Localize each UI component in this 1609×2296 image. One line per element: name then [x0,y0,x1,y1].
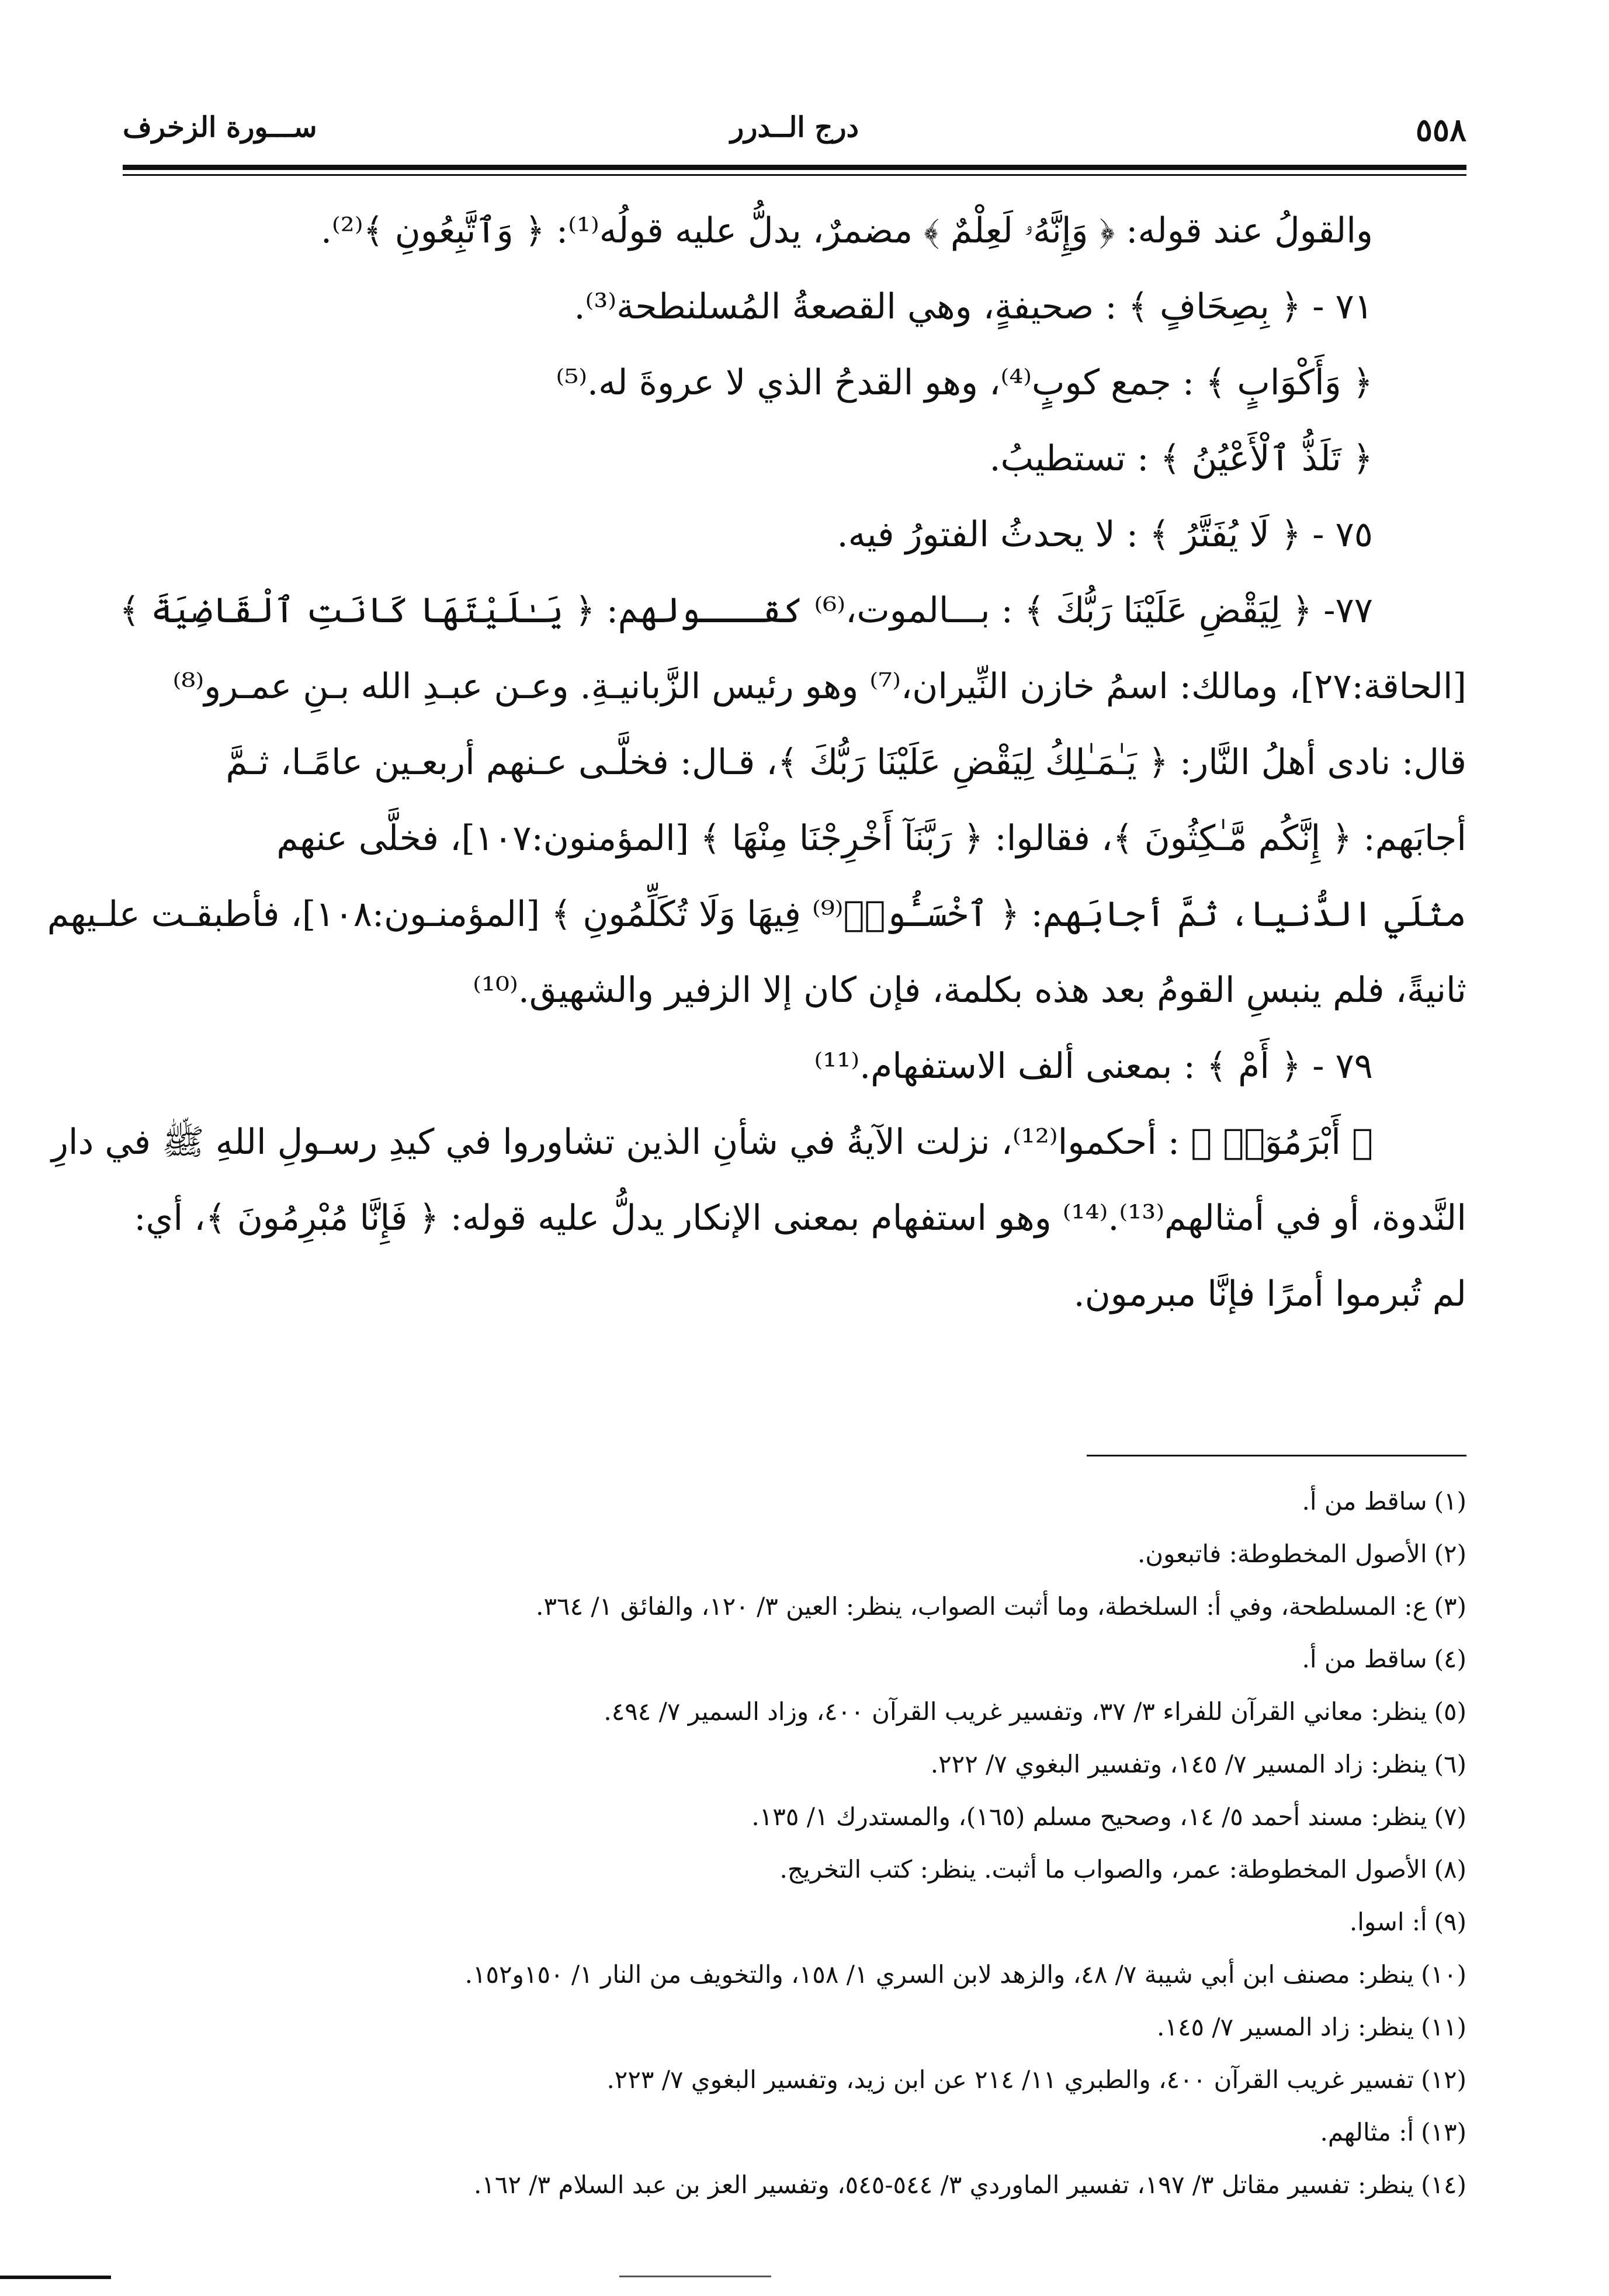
footnote [175,1791,1466,1843]
footnote-text: ينظر: زاد المسير ٧/ ١٤٥، وتفسير البغوي ٧/ ٢٢٢. [930,1750,1427,1778]
text-line: ٧٥ - ﴿ لَا يُفَتَّرُ ﴾ : لا يحدثُ الفتورُ فيه. [837,514,1373,555]
footnote [175,2159,1466,2211]
footnote [175,1580,1466,1633]
text-line: ﴿ وَأَكْوَابٍ ﴾ : جمع كوبٍ⁽⁴⁾، وهو القدحُ الذي لا عروةَ له.⁽⁵⁾ [556,362,1373,403]
header-rule-thick [123,165,1466,170]
footnote [175,1948,1466,2001]
footnote-number: (٣) [1434,1592,1466,1621]
text-line: ٧٧- ﴿ لِيَقْضِ عَلَيْنَا رَبُّكَ ﴾ : بـــالموت،⁽⁶⁾ كقـــولهم: ﴿ يَـٰلَيْتَهَا كَانَتِ ٱلْقَاضِيَةَ ﴾ [119,590,1373,631]
footnote-text: الأصول المخطوطة: عمر، والصواب ما أثبت. ينظر: كتب التخريج. [779,1855,1427,1884]
footnote-text: ينظر: زاد المسير ٧/ ١٤٥. [1157,2013,1414,2041]
footnote-text: ينظر: معاني القرآن للفراء ٣/ ٣٧، وتفسير غريب القرآن ٤٠٠، وزاد السمير ٧/ ٤٩٤. [604,1697,1427,1726]
text-line: أجابَهم: ﴿ إِنَّكُم مَّـٰكِثُونَ ﴾، فقالوا: ﴿ رَبَّنَآ أَخْرِجْنَا مِنْهَا ﴾ [المؤمنون:١٠٧]، فخلَّى عنهم [276,818,1466,859]
footnote-text: ينظر: مصنف ابن أبي شيبة ٧/ ٤٨، والزهد لابن السري ١/ ١٥٨، والتخويف من النار ١/ ١٥٠و١٥٢. [464,1960,1414,1989]
footnote-text: الأصول المخطوطة: فاتبعون. [1137,1539,1427,1568]
text-line: ٧٩ - ﴿ أَمْ ﴾ : بمعنى ألف الاستفهام.⁽¹¹⁾ [814,1046,1373,1087]
footnote [175,1738,1466,1791]
footnote-number: (١٤) [1421,2170,1466,2199]
text-line: والقولُ عند قوله: ﴿ وَإِنَّهُۥ لَعِلْمٌ ﴾ مضمرٌ، يدلُّ عليه قولُه⁽¹⁾: ﴿ وَٱتَّبِعُونِ ﴾⁽²⁾. [320,210,1373,251]
text-line: ٧١ - ﴿ بِصِحَافٍ ﴾ : صحيفةٍ، وهي القصعةُ المُسلنطحة⁽³⁾. [574,286,1373,327]
footnote [175,1633,1466,1685]
footnote-number: (١١) [1421,2013,1466,2041]
footnote-number: (١٢) [1421,2065,1466,2094]
footnote-number: (١٠) [1421,1960,1466,1989]
footnote-text: ينظر: مسند أحمد ٥/ ١٤، وصحيح مسلم (١٦٥)، والمستدرك ١/ ١٣٥. [751,1802,1427,1831]
running-header [123,105,1466,158]
header-rule-thin [123,174,1466,176]
text-line: لم تُبرموا أمرًا فإنَّا مبرمون. [1073,1274,1466,1315]
text-line: ثانيةً، فلم ينبسِ القومُ بعد هذه بكلمة، فإن كان إلا الزفير والشهيق.⁽¹⁰⁾ [473,970,1466,1011]
footnote [175,1843,1466,1896]
footnote-number: (٩) [1434,1907,1466,1936]
footnote [175,1685,1466,1738]
footnote [175,1528,1466,1580]
footnote-text: أ: اسوا. [1349,1907,1427,1936]
footnote-text: ينظر: تفسير مقاتل ٣/ ١٩٧، تفسير الماوردي ٣/ ٥٤٤-٥٤٥، وتفسير العز بن عبد السلام ٣/ ١٦٢. [473,2170,1414,2199]
footnote-number: (٥) [1434,1697,1466,1726]
footnote-separator [1087,1455,1466,1456]
footnote [175,2001,1466,2054]
footnotes [175,1475,1466,2211]
footnote-text: ساقط من أ. [1302,1487,1427,1515]
text-line: النَّدوة، أو في أمثالهم⁽¹³⁾.⁽¹⁴⁾ وهو استفهام بمعنى الإنكار يدلُّ عليه قوله: ﴿ فَإِنَّا مُبْرِمُونَ ﴾، أي: [134,1198,1466,1239]
book-title: درج الــدرر [730,111,859,144]
footnote [175,2106,1466,2159]
text-line: ﴿ أَبْرَمُوٓا۟ ﴾ : أحكموا⁽¹²⁾، نزلت الآيةُ في شأنِ الذين تشاوروا في كيدِ رسـولِ اللهِ ﷺ في دارِ [51,1122,1373,1163]
footnote-number: (٢) [1434,1539,1466,1568]
surah-name: ســـورة الزخرف [123,111,317,144]
footnote-text: أ: مثالهم. [1320,2118,1414,2146]
footnote-text: تفسير غريب القرآن ٤٠٠، والطبري ١١/ ٢١٤ عن ابن زيد، وتفسير البغوي ٧/ ٢٢٣. [606,2065,1414,2094]
footnote [175,1475,1466,1528]
footnote-text: ساقط من أ. [1302,1645,1427,1673]
scan-edge-mark [619,2276,771,2277]
footnote-number: (٨) [1434,1855,1466,1884]
footnote-text: ع: المسلطحة، وفي أ: السلخطة، وما أثبت الصواب، ينظر: العين ٣/ ١٢٠، والفائق ١/ ٣٦٤. [536,1592,1427,1621]
text-line: قال: نادى أهلُ النَّار: ﴿ يَـٰمَـٰلِكُ لِيَقْضِ عَلَيْنَا رَبُّكَ ﴾، قـال: فخلَّـى عـنهم أربعـين عامًـا، ثـمَّ [226,742,1466,783]
main-text [47,193,1466,1332]
text-line: ﴿ تَلَذُّ ٱلْأَعْيُنُ ﴾ : تستطيبُ. [989,438,1373,479]
footnote [175,2054,1466,2106]
page-number: ٥٥٨ [1415,111,1466,148]
footnote-number: (١) [1434,1487,1466,1515]
footnote-number: (١٣) [1421,2118,1466,2146]
text-line: مثلَي الدُّنيا، ثمَّ أجابَهم: ﴿ ٱخْسَـُٔوا۟⁽⁹⁾ فِيهَا وَلَا تُكَلِّمُونِ ﴾ [المؤمنـون:١٠٨]، فأطبقـت علـيهم [47,894,1466,935]
footnote-number: (٦) [1434,1750,1466,1778]
scan-edge-mark [0,2276,111,2279]
footnote-number: (٤) [1434,1645,1466,1673]
footnote-number: (٧) [1434,1802,1466,1831]
footnote [175,1896,1466,1948]
text-line: [الحاقة:٢٧]، ومالك: اسمُ خازن النِّيران،⁽⁷⁾ وهو رئيس الزَّبانيـةِ. وعـن عبـدِ الله بـنِ عمـرو⁽⁸⁾ [172,666,1466,707]
